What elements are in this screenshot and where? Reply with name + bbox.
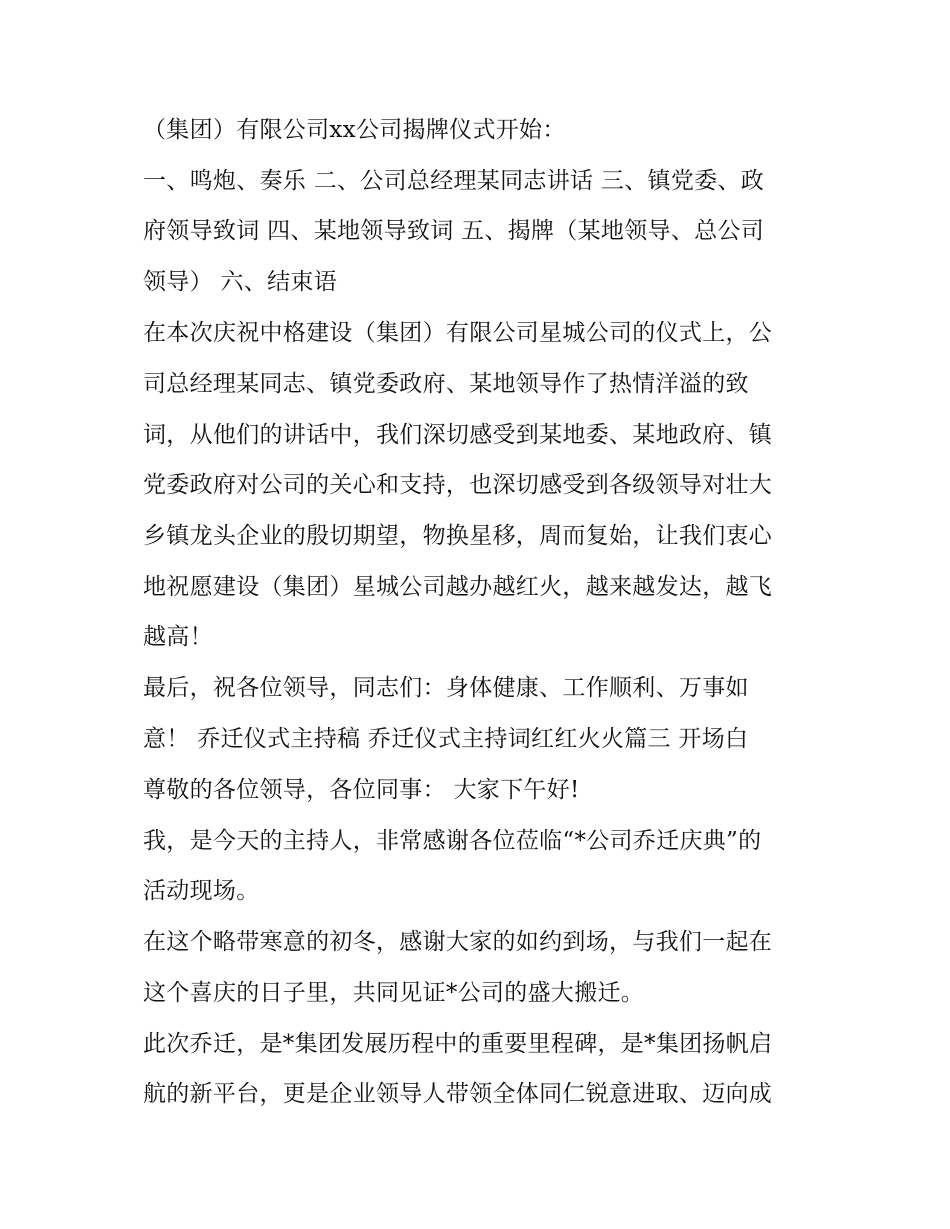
text-line: 一、鸣炮、奏乐 二、公司总经理某同志讲话 三、镇党委、政 (143, 168, 765, 194)
text-line: 最后，祝各位领导，同志们：身体健康、工作顺利、万事如 (143, 675, 749, 701)
text-line: 活动现场。 (143, 878, 260, 904)
text-line: 意！ 乔迁仪式主持稿 乔迁仪式主持词红红火火篇三 开场白 (143, 726, 749, 752)
text-line: 党委政府对公司的关心和支持，也深切感受到各级领导对壮大 (143, 472, 773, 498)
text-line: 在这个略带寒意的初冬，感谢大家的如约到场，与我们一起在 (143, 929, 773, 955)
text-line: 词，从他们的讲话中，我们深切感受到某地委、某地政府、镇 (143, 422, 773, 448)
text-line: 乡镇龙头企业的殷切期望，物换星移，周而复始，让我们衷心 (143, 523, 773, 549)
text-line: 尊敬的各位领导，各位同事： 大家下午好! (143, 777, 580, 803)
text-line: （集团）有限公司xx公司揭牌仪式开始： (143, 117, 566, 143)
text-line: 越高！ (143, 624, 213, 650)
text-line: 在本次庆祝中格建设（集团）有限公司星城公司的仪式上，公 (143, 320, 773, 346)
text-line: 领导） 六、结束语 (143, 269, 338, 295)
text-line: 航的新平台，更是企业领导人带领全体同仁锐意进取、迈向成 (143, 1081, 773, 1107)
text-line: 我，是今天的主持人，非常感谢各位莅临“*公司乔迁庆典”的 (143, 828, 762, 854)
text-line: 府领导致词 四、某地领导致词 五、揭牌（某地领导、总公司 (143, 218, 765, 244)
text-line: 司总经理某同志、镇党委政府、某地领导作了热情洋溢的致 (143, 371, 749, 397)
text-line: 此次乔迁，是*集团发展历程中的重要里程碑，是*集团扬帆启 (143, 1031, 773, 1057)
text-line: 地祝愿建设（集团）星城公司越办越红火，越来越发达，越飞 (143, 574, 773, 600)
text-line: 这个喜庆的日子里，共同见证*公司的盛大搬迁。 (143, 980, 645, 1006)
